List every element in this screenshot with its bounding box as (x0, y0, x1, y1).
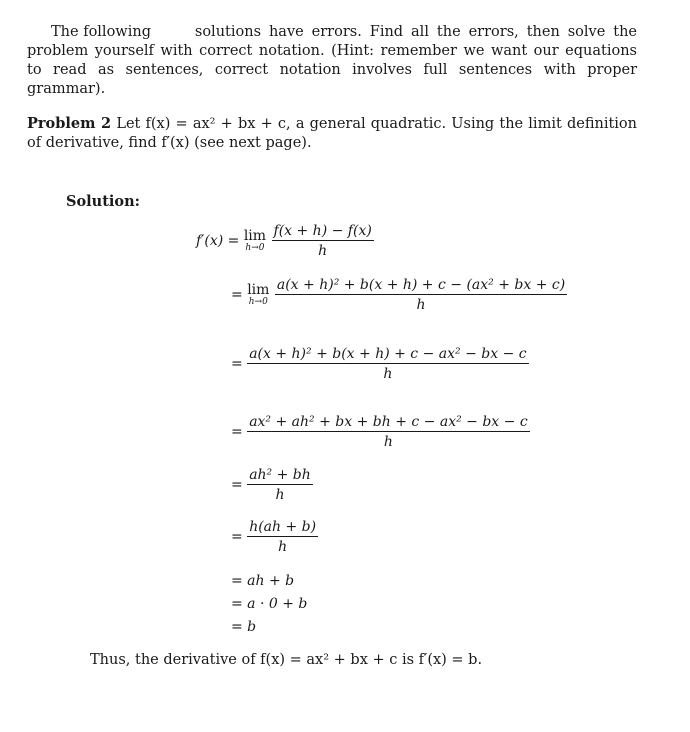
lim-word: lim (243, 228, 267, 244)
derivation-line-2 (231, 277, 567, 313)
fraction-step-1 (272, 223, 374, 259)
fraction-step-4 (247, 414, 529, 450)
step5-denominator: h (275, 487, 285, 503)
fraction-step-5 (247, 467, 313, 503)
limit-operator (244, 229, 266, 253)
step9: = b (231, 619, 257, 635)
step6-numerator: h(ah + b) (249, 519, 317, 535)
conclusion-sentence: Thus, the derivative of f(x) = ax² + bx + c is f′(x) = b. (90, 652, 483, 668)
lim-word: lim (247, 282, 270, 298)
equals-sign: = (231, 356, 243, 372)
derivation-line-6 (231, 519, 318, 555)
step3-numerator: a(x + h)² + b(x + h) + c − ax² − bx − c (249, 346, 527, 362)
derivation-line-7 (231, 573, 294, 589)
derivation-line-4 (231, 414, 530, 450)
solution-label: Solution: (66, 193, 140, 210)
fraction-step-6 (247, 519, 318, 555)
step2-denominator: h (416, 297, 426, 313)
lim-subscript: h→0 (248, 297, 268, 307)
derivation-lhs: f′(x) = (196, 233, 240, 249)
fraction-step-2 (275, 277, 567, 313)
equals-sign: = (231, 477, 243, 493)
intro-part1: The following (51, 24, 151, 40)
step2-numerator: a(x + h)² + b(x + h) + c − (ax² + bx + c) (276, 277, 566, 293)
step1-numerator: f(x + h) − f(x) (273, 223, 372, 239)
problem-statement (27, 114, 637, 153)
intro-part2: solutions have errors. Find all the errors, then solve the problem yourself with correct notation. (Hint: remember we want our equations to read as sentences, correct notation involves full sentences with proper grammar). (27, 24, 638, 97)
step5-numerator: ah² + bh (249, 467, 311, 483)
derivation-line-1 (196, 223, 374, 259)
problem-text: Let f(x) = ax² + bx + c, a general quadratic. Using the limit definition of derivative, find f′(x) (see next page). (27, 116, 637, 151)
derivation-line-9 (231, 619, 256, 635)
derivation-line-3 (231, 346, 529, 382)
step3-denominator: h (383, 366, 393, 382)
fraction-step-3 (247, 346, 528, 382)
limit-operator (247, 283, 269, 307)
step8: = a · 0 + b (231, 596, 308, 612)
derivation-line-8 (231, 596, 307, 612)
step6-denominator: h (278, 539, 288, 555)
lim-subscript: h→0 (245, 243, 265, 253)
intro-paragraph (27, 23, 637, 99)
problem-label: Problem 2 (27, 115, 112, 132)
equals-sign: = (231, 287, 243, 303)
step4-denominator: h (383, 434, 393, 450)
step7: = ah + b (231, 573, 295, 589)
step4-numerator: ax² + ah² + bx + bh + c − ax² − bx − c (249, 414, 528, 430)
equals-sign: = (231, 424, 243, 440)
equals-sign: = (231, 529, 243, 545)
step1-denominator: h (318, 243, 328, 259)
derivation-line-5 (231, 467, 313, 503)
